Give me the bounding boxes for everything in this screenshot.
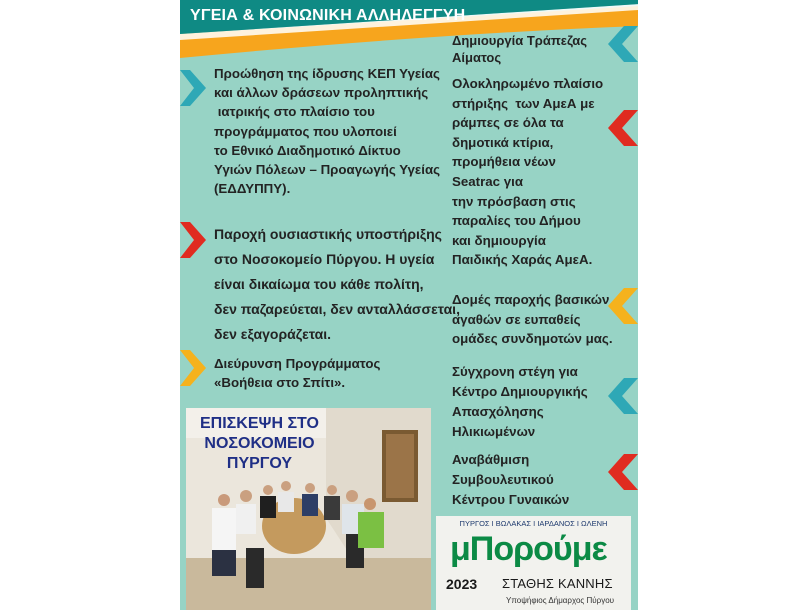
- election-year: 2023: [446, 576, 478, 592]
- candidate-role: Υποψήφιος Δήμαρχος Πύργου: [506, 596, 615, 605]
- logo-subtitle: ΠΥΡΓΟΣ Ι ΒΩΛΑΚΑΣ Ι ΙΑΡΔΑΝΟΣ Ι ΩΛΕΝΗ: [459, 519, 608, 528]
- chevron-right-icon: [180, 70, 206, 106]
- list-item: Δημιουργία Τράπεζας Αίματος: [452, 33, 587, 65]
- logo-wordmark: μΠορούμε: [450, 530, 607, 568]
- chevron-right-icon: [180, 222, 206, 258]
- photo-caption: ΕΠΙΣΚΕΨΗ ΣΤΟ ΝΟΣΟΚΟΜΕΙΟ ΠΥΡΓΟΥ: [200, 415, 319, 472]
- chevron-left-icon: [608, 288, 638, 324]
- list-item: Παροχή ουσιαστικής υποστήριξης στο Νοσοκομείο Πύργου. Η υγεία είναι δικαίωμα του κάθε πολίτη, δεν παζαρεύεται, δεν ανταλλάσσεται, δεν εξαγοράζεται.: [214, 226, 460, 342]
- candidate-name: ΣΤΑΘΗΣ ΚΑΝΝΗΣ: [502, 576, 613, 591]
- list-item: Δομές παροχής βασικών αγαθών σε ευπαθείς ομάδες συνδημοτών μας.: [452, 292, 613, 346]
- page-title: ΥΓΕΙΑ & ΚΟΙΝΩΝΙΚΗ ΑΛΛΗΛΕΓΓΥΗ: [190, 7, 466, 24]
- chevron-left-icon: [608, 26, 638, 62]
- campaign-poster: [180, 0, 638, 610]
- list-item: Ολοκληρωμένο πλαίσιο στήριξης των ΑμεΑ με ράμπες σε όλα τα δημοτικά κτίρια, προμήθεια νέων Seatrac για την πρόσβαση στις παραλίες του Δήμου και δημιουργία Παιδικής Χαράς ΑμεΑ.: [452, 76, 604, 268]
- list-item: Προώθηση της ίδρυσης ΚΕΠ Υγείας και άλλων δράσεων προληπτικής ιατρικής στο πλαίσιο του προγράμματος που υλοποιεί το Εθνικό Διαδημοτικό Δίκτυο Υγιών Πόλεων – Προαγωγής Υγείας (ΕΔΔΥΠΠΥ).: [214, 66, 441, 197]
- list-item: Διεύρυνση Προγράμματος «Βοήθεια στο Σπίτι».: [214, 356, 381, 391]
- campaign-logo: [436, 516, 631, 610]
- chevron-left-icon: [608, 110, 638, 146]
- list-item: Αναβάθμιση Συμβουλευτικού Κέντρου Γυναικών: [452, 452, 570, 507]
- list-item: Σύγχρονη στέγη για Κέντρο Δημιουργικής Απασχόλησης Ηλικιωμένων: [452, 364, 588, 439]
- chevron-left-icon: [608, 378, 638, 414]
- chevron-right-icon: [180, 350, 206, 386]
- chevron-left-icon: [608, 454, 638, 490]
- hospital-visit-photo: [186, 408, 431, 610]
